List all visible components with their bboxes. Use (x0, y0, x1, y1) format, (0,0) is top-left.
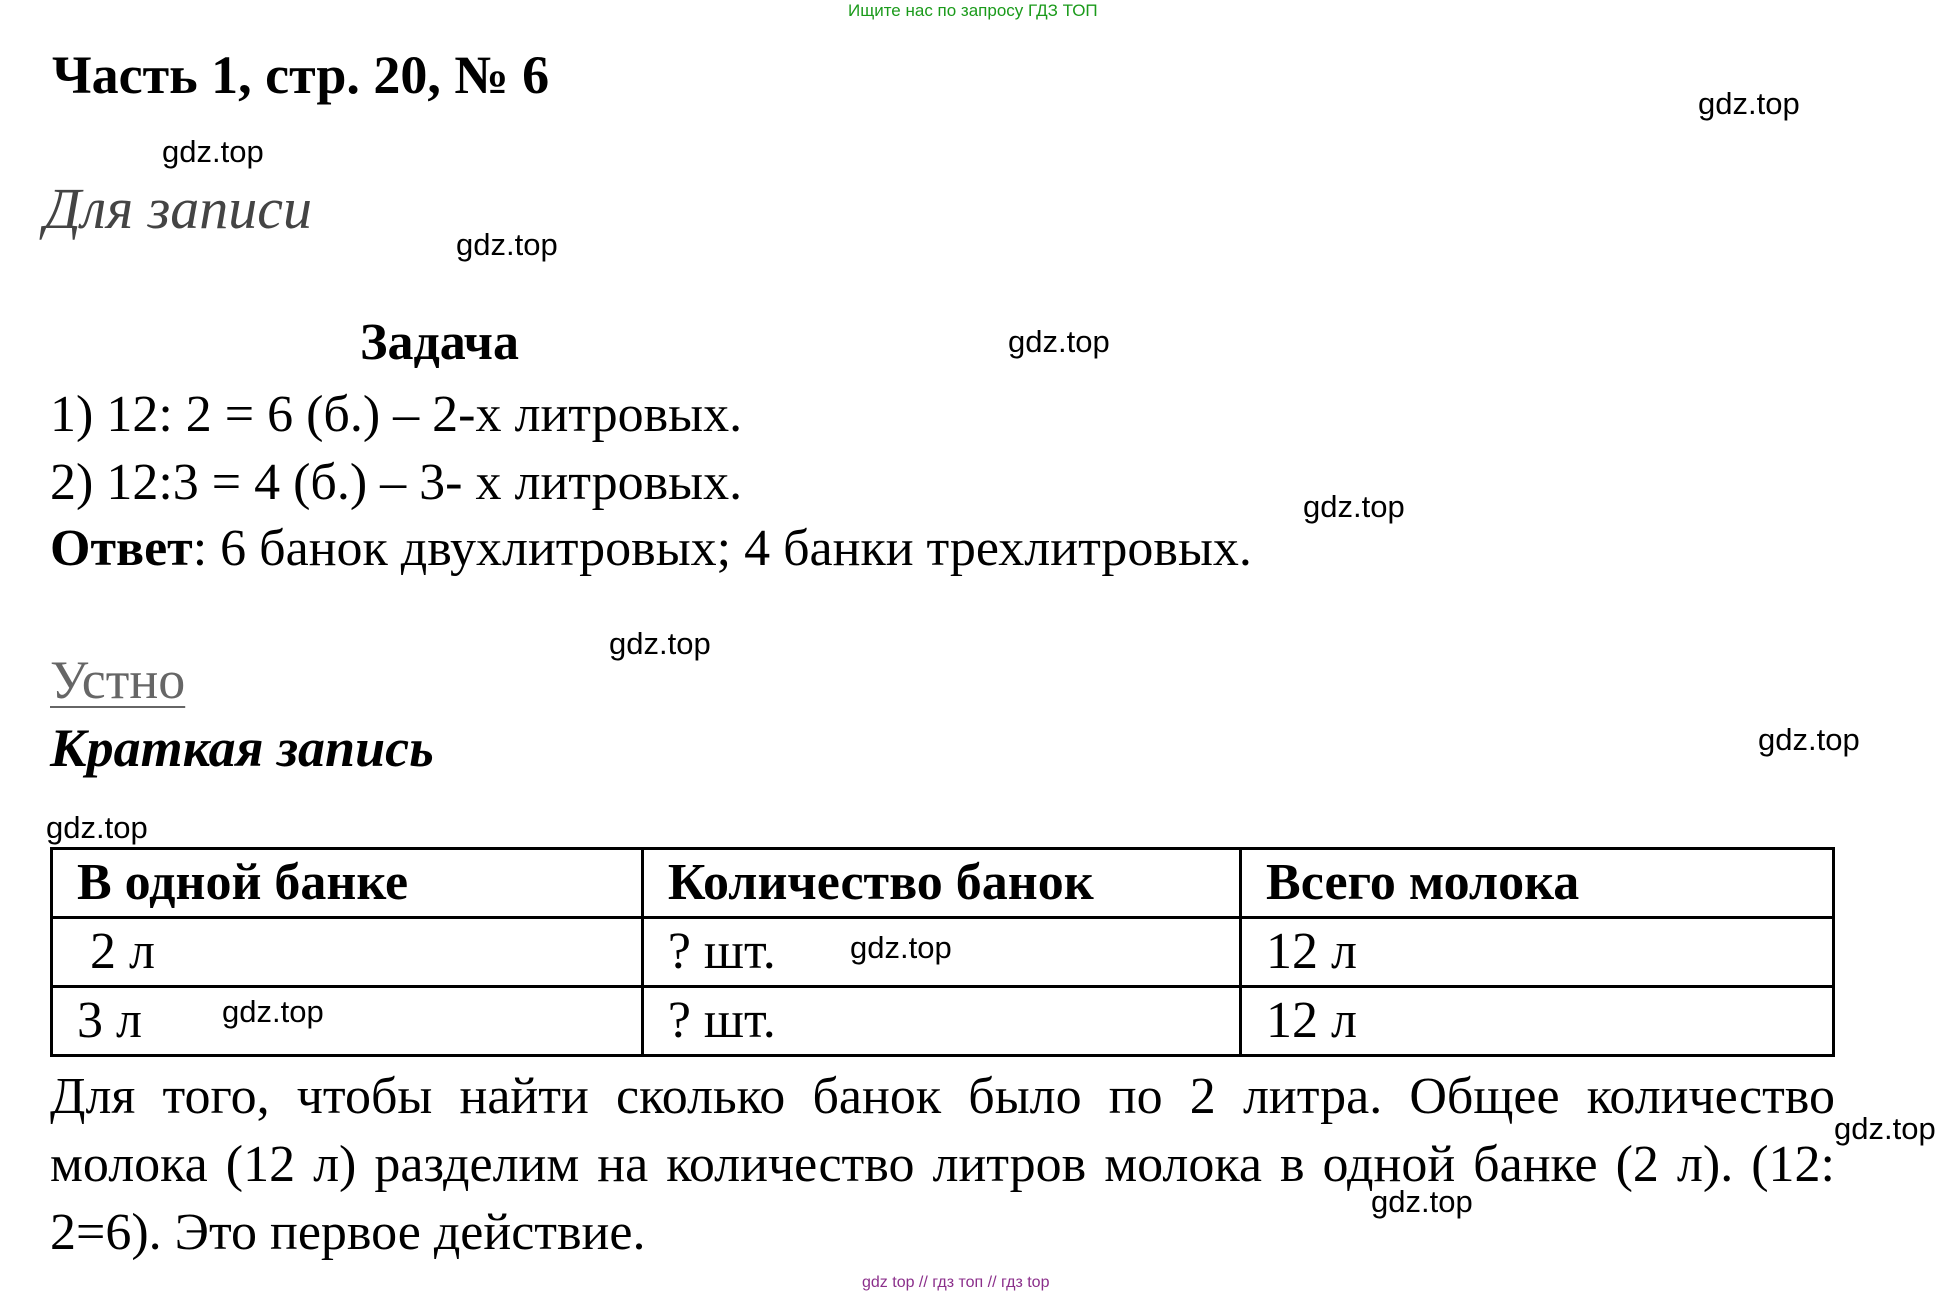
watermark: gdz.top (1008, 324, 1110, 359)
top-banner[interactable]: Ищите нас по запросу ГДЗ ТОП (848, 1, 1098, 20)
watermark: gdz.top (850, 930, 952, 965)
footer-links[interactable]: gdz top // гдз топ // гдз top (862, 1274, 1050, 1291)
watermark: gdz.top (1758, 722, 1860, 757)
watermark: gdz.top (46, 810, 148, 845)
answer-text: : 6 банок двухлитровых; 4 банки трехлитровых. (192, 520, 1252, 577)
task-answer (50, 519, 1252, 578)
watermark: gdz.top (1371, 1184, 1473, 1219)
table-cell: 12 л (1241, 918, 1834, 987)
table-header-row (52, 849, 1834, 918)
task-heading: Задача (360, 314, 519, 371)
table-cell: 3 л (52, 987, 643, 1056)
table-cell: ? шт. (642, 987, 1240, 1056)
watermark: gdz.top (222, 994, 324, 1029)
table-header-cell: В одной банке (52, 849, 643, 918)
short-note-heading: Краткая запись (50, 718, 434, 778)
task-step-1: 1) 12: 2 = 6 (б.) – 2-х литровых. (50, 386, 743, 443)
watermark: gdz.top (162, 134, 264, 169)
watermark: gdz.top (1303, 489, 1405, 524)
table-cell: 2 л (52, 918, 643, 987)
page-title: Часть 1, стр. 20, № 6 (52, 45, 550, 105)
watermark: gdz.top (609, 626, 711, 661)
watermark: gdz.top (456, 227, 558, 262)
watermark: gdz.top (1698, 86, 1800, 121)
watermark: gdz.top (1834, 1111, 1936, 1146)
table-cell: ? шт. (642, 918, 1240, 987)
subtitle-for-notes: Для записи (44, 176, 313, 241)
table-header-cell: Количество банок (642, 849, 1240, 918)
explanation-paragraph: Для того, чтобы найти сколько банок было по 2 литра. Общее количество молока (12 л) разделим на количество литров молока в одной банке (2 л). (12: 2=6). Это первое действие. (50, 1068, 1835, 1261)
oral-heading: Устно (50, 650, 186, 710)
table-header-cell: Всего молока (1241, 849, 1834, 918)
table-cell: 12 л (1241, 987, 1834, 1056)
answer-label: Ответ (50, 520, 193, 577)
task-step-2: 2) 12:3 = 4 (б.) – 3- х литровых. (50, 454, 743, 511)
